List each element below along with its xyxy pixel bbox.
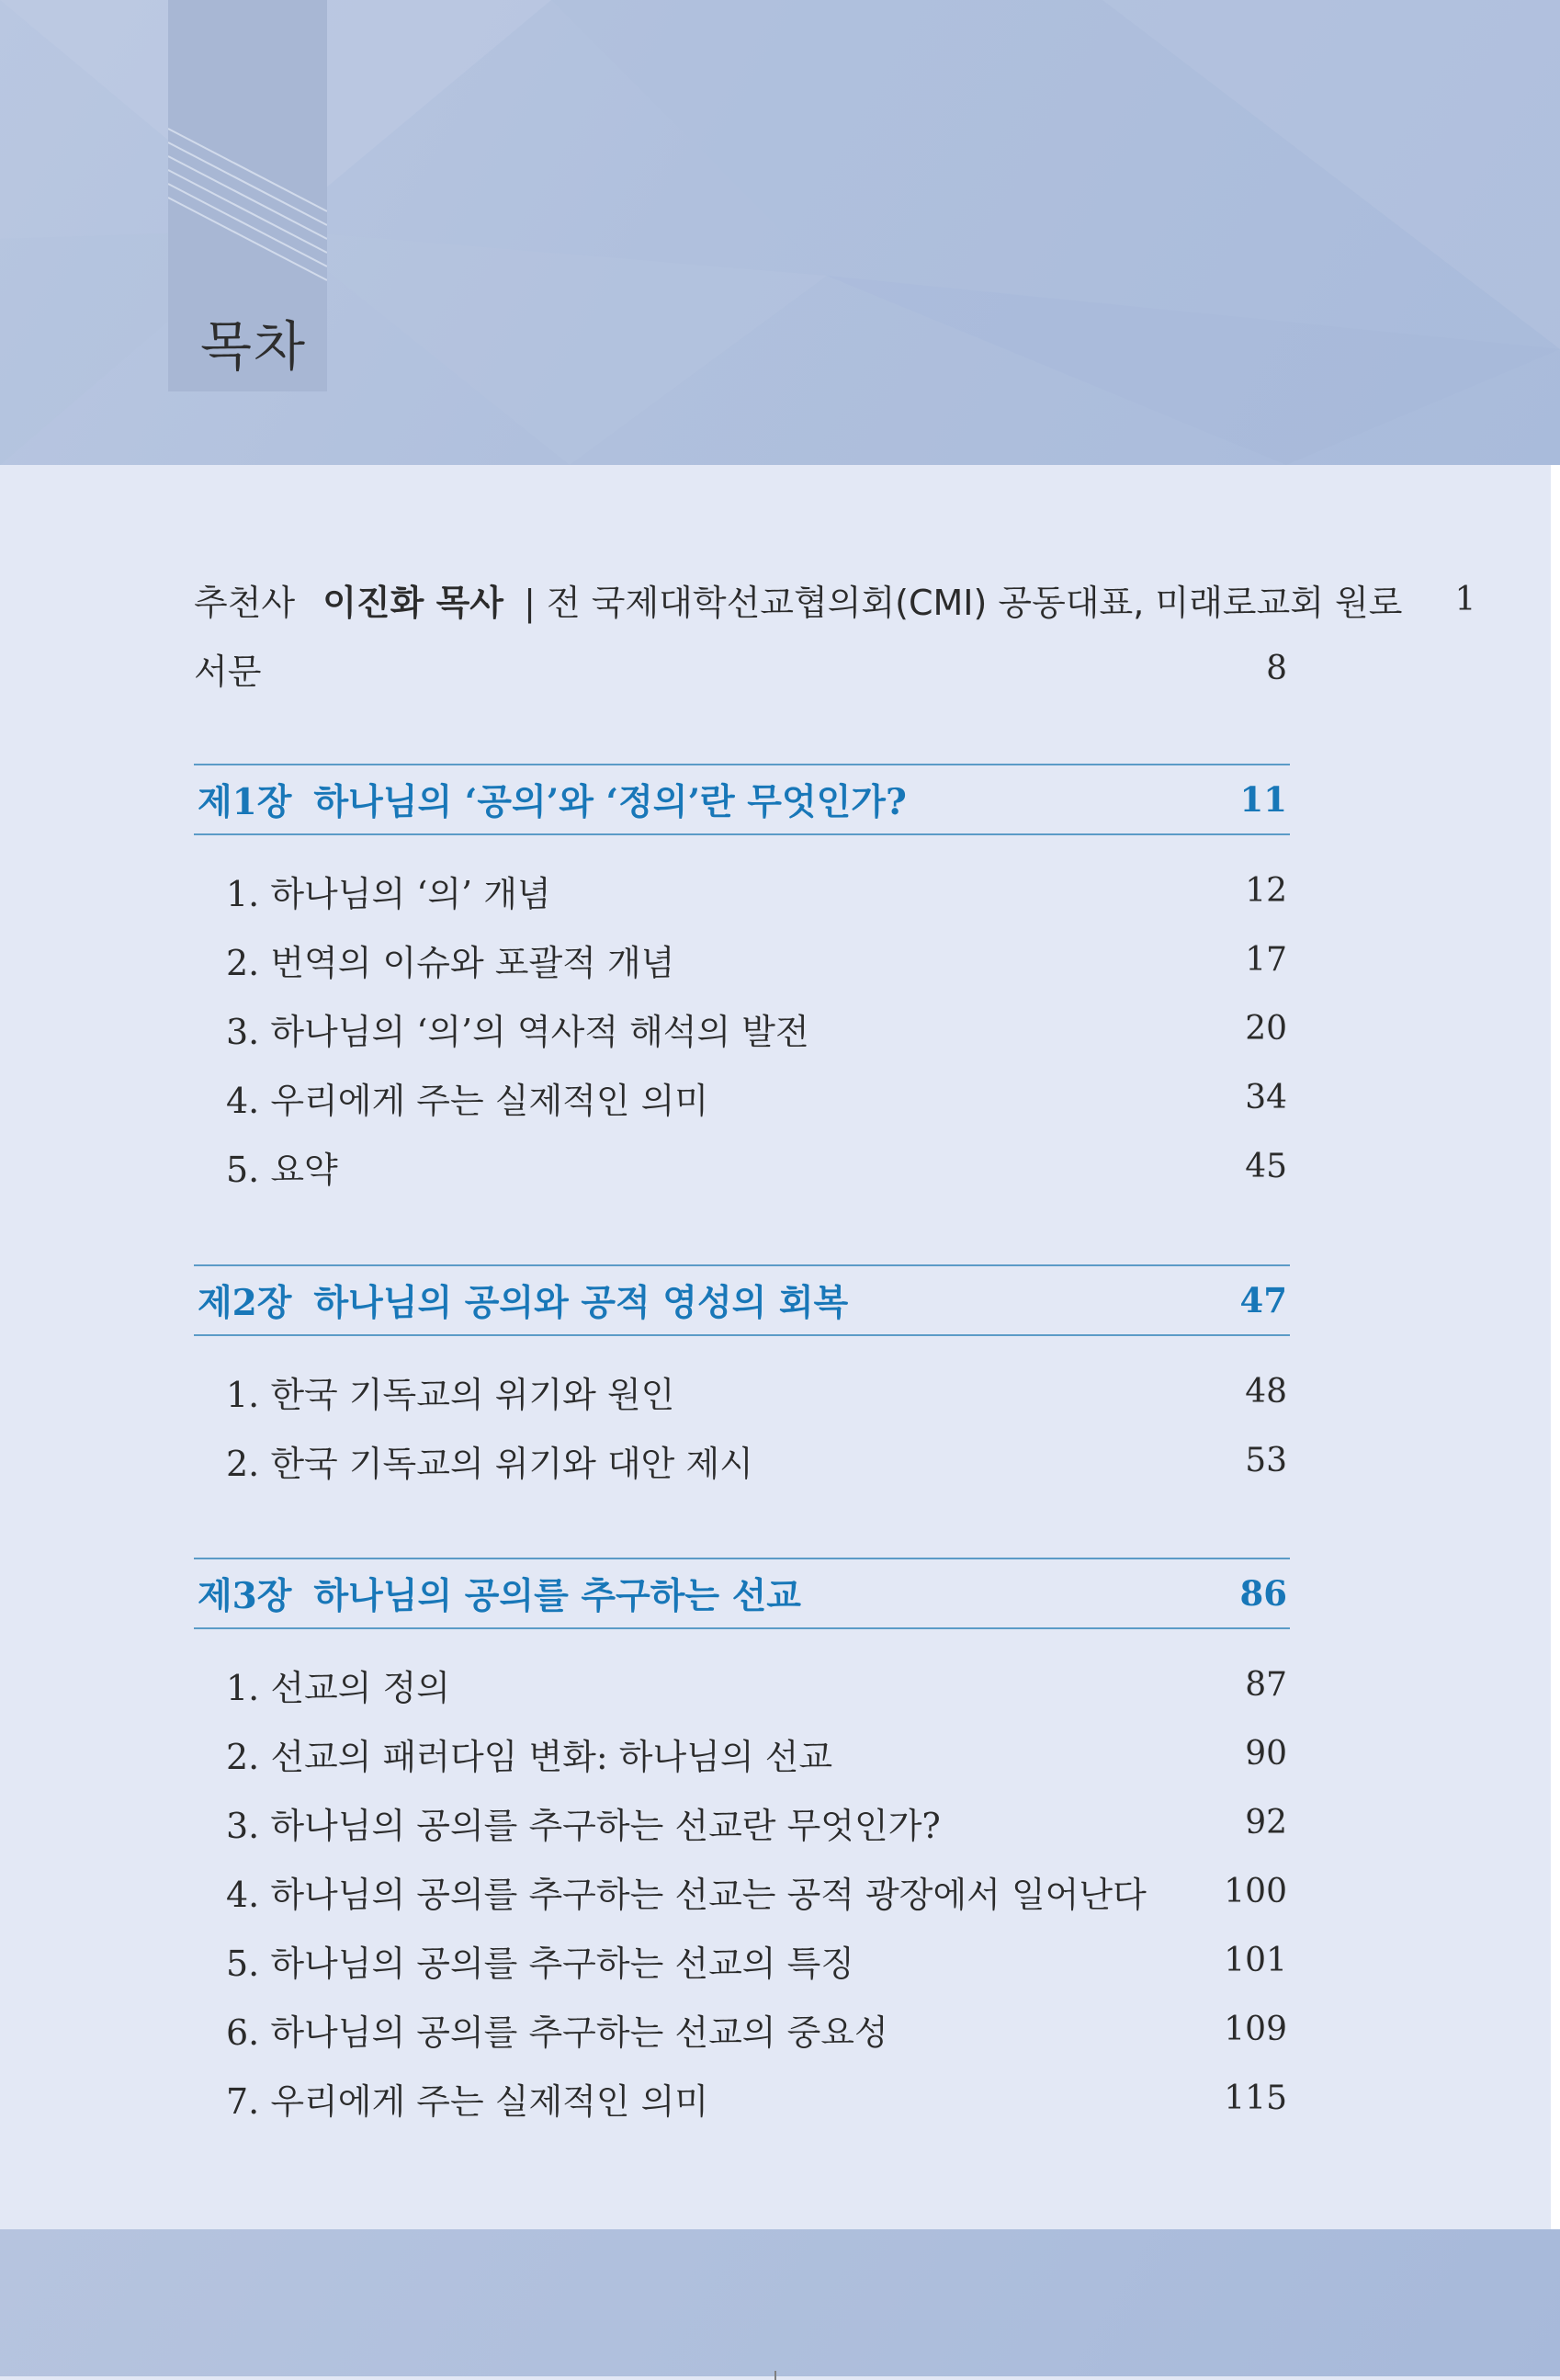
toc-item[interactable] [226, 1795, 1287, 1850]
page-number: 86 [1239, 1573, 1287, 1614]
footer-band [0, 2229, 1560, 2376]
page-number: 17 [1245, 940, 1287, 979]
chapter-2-heading[interactable] [194, 1264, 1290, 1336]
page-number: 48 [1245, 1372, 1287, 1411]
page-number: 87 [1245, 1665, 1287, 1704]
toc-entry-preface[interactable] [194, 640, 1287, 696]
item-title: 2. 번역의 이슈와 포괄적 개념 [226, 942, 675, 983]
page-number: 100 [1224, 1872, 1287, 1910]
toc-item[interactable] [226, 1001, 1287, 1056]
page-number: 12 [1245, 871, 1287, 910]
item-title: 2. 한국 기독교의 위기와 대안 제시 [226, 1443, 753, 1484]
page-edge [1551, 465, 1560, 2229]
page-number: 8 [1266, 649, 1287, 687]
item-title: 1. 선교의 정의 [226, 1667, 450, 1708]
chapter-name: 하나님의 공의를 추구하는 선교 [313, 1575, 801, 1617]
toc-item[interactable] [226, 1657, 1287, 1712]
page-number: 47 [1239, 1280, 1287, 1320]
page-number: 20 [1245, 1009, 1287, 1048]
page-number: 45 [1245, 1147, 1287, 1185]
entry-title: 서문 [194, 651, 262, 692]
toc-item[interactable] [226, 1139, 1287, 1194]
page-number: 90 [1245, 1734, 1287, 1773]
chapter-label: 제3장 [198, 1575, 292, 1617]
chapter-3-heading[interactable] [194, 1558, 1290, 1629]
toc-item[interactable] [226, 1364, 1287, 1419]
toc-item[interactable] [226, 2070, 1287, 2125]
page-title: 목차 [200, 315, 308, 378]
entry-title [194, 574, 1402, 625]
chapter-title [198, 774, 907, 825]
item-title: 1. 하나님의 ‘의’ 개념 [226, 873, 551, 914]
crop-mark [774, 2371, 776, 2380]
entry-detail: | 전 국제대학선교협의회(CMI) 공동대표, 미래로교회 원로 [524, 582, 1403, 623]
chapter-label: 제1장 [198, 781, 292, 823]
entry-label: 추천사 [194, 582, 296, 623]
page-number: 115 [1224, 2079, 1287, 2117]
header-band [0, 0, 1560, 465]
page-number: 11 [1239, 779, 1287, 820]
chapter-name: 하나님의 공의와 공적 영성의 회복 [313, 1282, 849, 1324]
toc-item[interactable] [226, 1932, 1287, 1988]
toc-item[interactable] [226, 2001, 1287, 2057]
item-title: 3. 하나님의 ‘의’의 역사적 해석의 발전 [226, 1011, 809, 1052]
page-number: 109 [1224, 2010, 1287, 2048]
page-number: 92 [1245, 1803, 1287, 1842]
item-title: 5. 하나님의 공의를 추구하는 선교의 특징 [226, 1943, 854, 1984]
toc-entry-recommendation[interactable] [194, 572, 1476, 627]
chapter-title [198, 1275, 848, 1326]
item-title: 4. 하나님의 공의를 추구하는 선교는 공적 광장에서 일어난다 [226, 1874, 1147, 1915]
toc-item[interactable] [226, 932, 1287, 987]
item-title: 6. 하나님의 공의를 추구하는 선교의 중요성 [226, 2012, 888, 2053]
page-number: 34 [1245, 1078, 1287, 1116]
toc-item[interactable] [226, 863, 1287, 918]
chapter-label: 제2장 [198, 1282, 292, 1324]
toc-item[interactable] [226, 1433, 1287, 1488]
page-number: 1 [1454, 580, 1476, 618]
toc-item[interactable] [226, 1864, 1287, 1919]
page-number: 53 [1245, 1441, 1287, 1479]
chapter-1-heading[interactable] [194, 764, 1290, 835]
chapter-title [198, 1568, 801, 1619]
item-title: 4. 우리에게 주는 실제적인 의미 [226, 1080, 709, 1121]
toc-item[interactable] [226, 1726, 1287, 1781]
item-title: 7. 우리에게 주는 실제적인 의미 [226, 2080, 709, 2122]
item-title: 5. 요약 [226, 1149, 338, 1190]
chapter-name: 하나님의 ‘공의’와 ‘정의’란 무엇인가? [313, 781, 907, 823]
toc-item[interactable] [226, 1070, 1287, 1125]
entry-author: 이진화 목사 [322, 582, 503, 623]
item-title: 3. 하나님의 공의를 추구하는 선교란 무엇인가? [226, 1805, 941, 1846]
page-number: 101 [1224, 1941, 1287, 1979]
item-title: 2. 선교의 패러다임 변화: 하나님의 선교 [226, 1736, 833, 1777]
item-title: 1. 한국 기독교의 위기와 원인 [226, 1374, 675, 1415]
